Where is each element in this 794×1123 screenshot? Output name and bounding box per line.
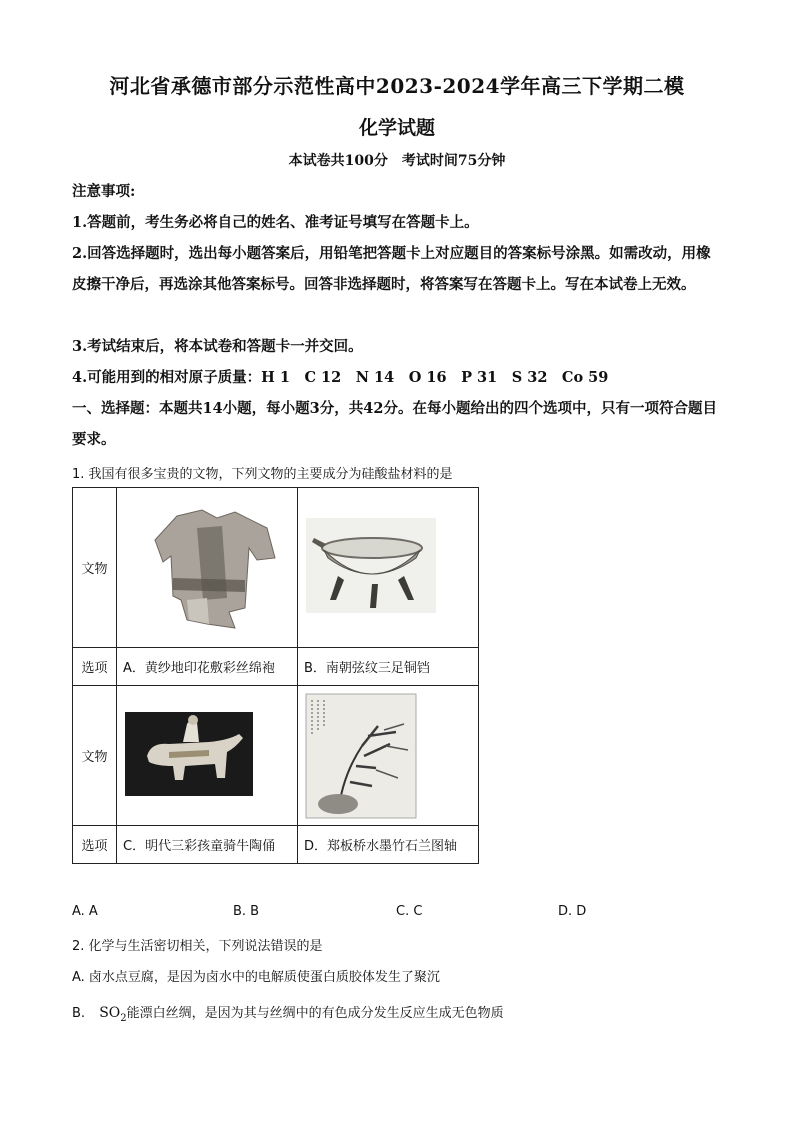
formula-so: SO [99,1005,121,1021]
answer-option-b: B. B [233,904,260,919]
exam-title: 河北省承德市部分示范性高中2023-2024学年高三下学期二模 [109,74,685,98]
row-label-option-2: 选项 [73,826,117,864]
option-b-label: B. [72,1006,86,1021]
option-b-text: 能漂白丝绸，是因为其与丝绸中的有色成分发生反应生成无色物质 [126,1006,504,1021]
notes-heading: 注意事项: [72,183,136,200]
artifact-image-c [117,686,298,826]
note-item-3: 3.考试结束后，将本试卷和答题卡一并交回。 [72,338,363,355]
question-2-option-b [72,1002,504,1024]
choice-a: A．黄纱地印花敷彩丝绵袍 [117,648,298,686]
row-label-artifact: 文物 [73,488,117,648]
row-label-artifact-2: 文物 [73,686,117,826]
answer-option-c: C. C [396,904,423,919]
note-item-2: 2.回答选择题时，选出每小题答案后，用铅笔把答题卡上对应题目的答案标号涂黑。如需改动，用橡皮擦干净后，再选涂其他答案标号。回答非选择题时，将答案写在答题卡上。写在本试卷上无效。 [72,245,711,293]
choice-b: B．南朝弦纹三足铜铛 [298,648,479,686]
so2-formula [99,1005,127,1024]
answer-option-a: A. A [72,904,98,919]
row-label-option: 选项 [73,648,117,686]
exam-meta: 本试卷共100分 考试时间75分钟 [288,153,506,169]
ink-bamboo-painting-image [298,686,478,821]
exam-subtitle: 化学试题 [358,117,435,139]
choice-d: D．郑板桥水墨竹石兰图轴 [298,826,479,864]
question-2-stem: 2. 化学与生活密切相关，下列说法错误的是 [72,939,323,954]
section-heading: 一、选择题：本题共14小题，每小题3分，共42分。在每小题给出的四个选项中，只有一项符合题目要求。 [72,400,717,448]
note-item-4: 4.可能用到的相对原子质量：H 1 C 12 N 14 O 16 P 31 S 32 Co 59 [72,369,609,386]
bronze-pot-image [298,488,478,643]
artifact-image-b [298,488,479,648]
answer-option-d: D. D [558,904,587,919]
silk-robe-image [117,488,297,643]
question-2-option-a: A. 卤水点豆腐，是因为卤水中的电解质使蛋白质胶体发生了聚沉 [72,970,440,985]
artifact-image-a [117,488,298,648]
artifact-table [72,487,479,864]
formula-subscript: 2 [120,1012,127,1024]
ceramic-figurine-image [117,686,297,821]
note-item-1: 1.答题前，考生务必将自己的姓名、准考证号填写在答题卡上。 [72,214,479,231]
choice-c: C．明代三彩孩童骑牛陶俑 [117,826,298,864]
question-1-stem: 1. 我国有很多宝贵的文物，下列文物的主要成分为硅酸盐材料的是 [72,467,453,482]
artifact-image-d [298,686,479,826]
